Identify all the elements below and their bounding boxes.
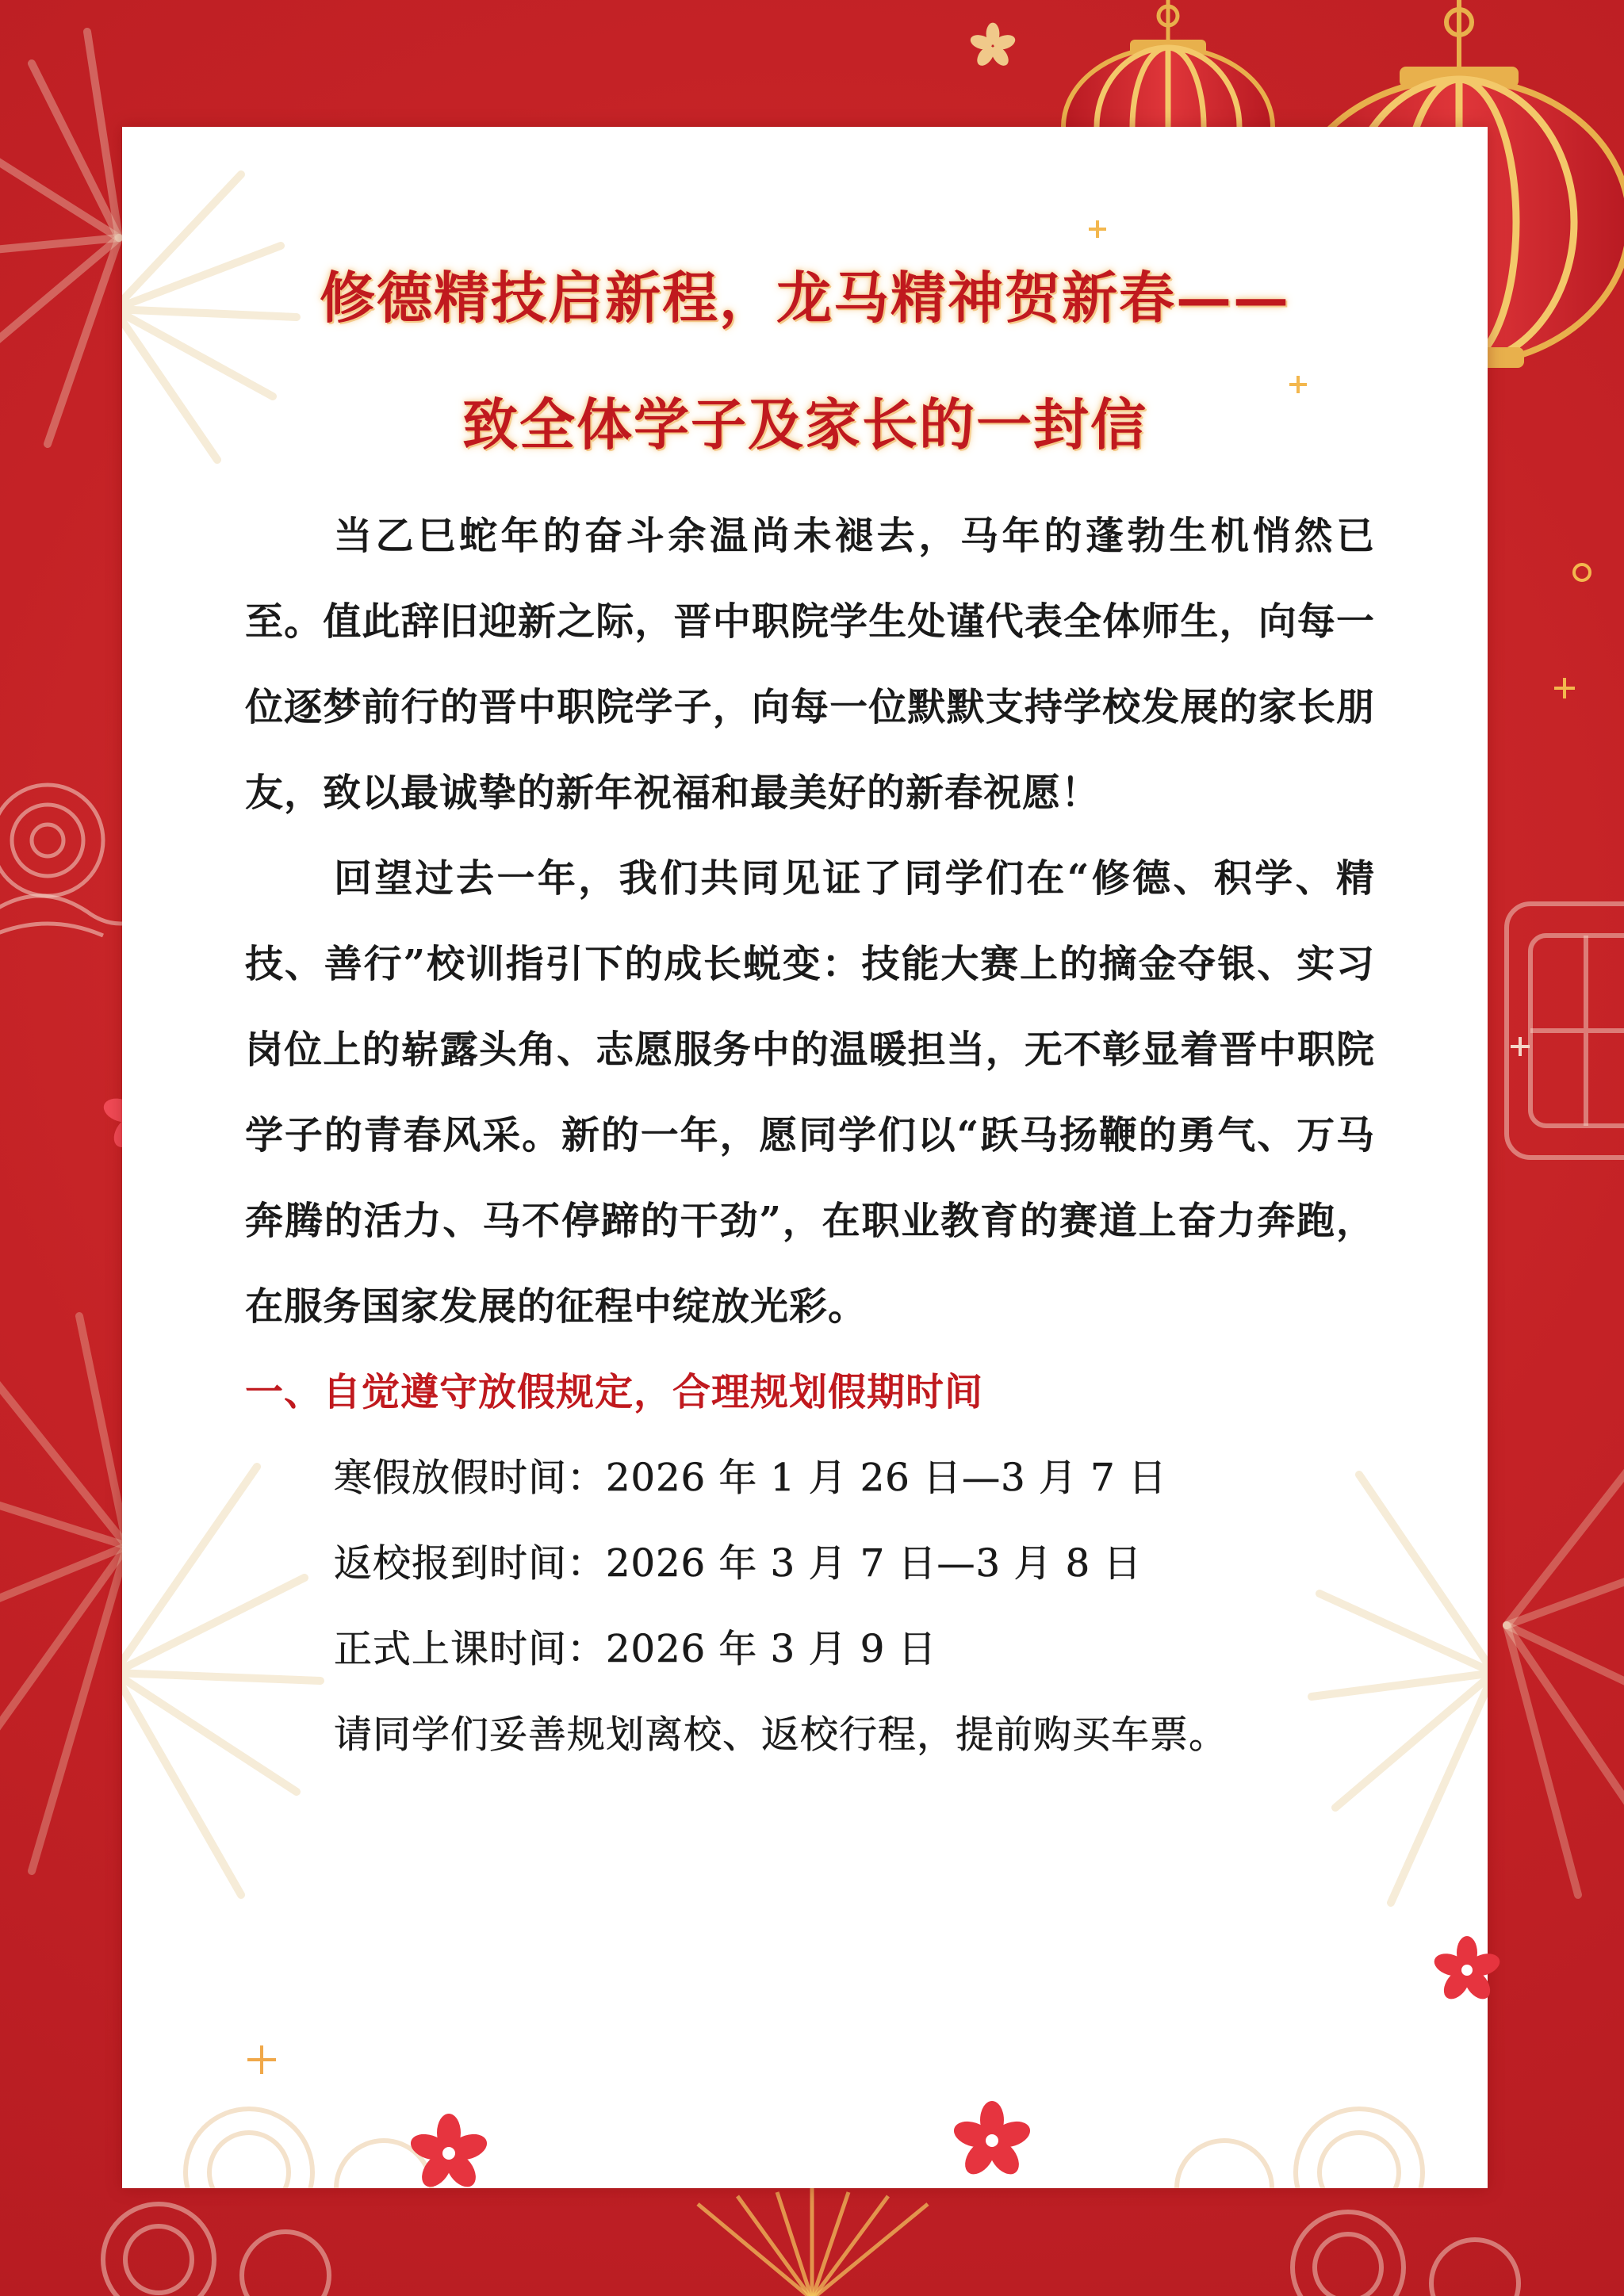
plum-blossom-icon bbox=[1431, 1934, 1503, 2006]
paragraph-review: 回望过去一年，我们共同见证了同学们在“修德、积学、精技、善行”校训指引下的成长蜕变：技能大赛上的摘金夺银、实习岗位上的崭露头角、志愿服务中的温暖担当，无不彰显着晋中职院学子的青春风采。新的一年，愿同学们以“跃马扬鞭的勇气、万马奔腾的活力、马不停蹄的干劲”，在职业教育的赛道上奋力奔跑，在服务国家发展的征程中绽放光彩。 bbox=[245, 856, 1375, 1329]
plum-blossom-icon bbox=[951, 2101, 1033, 2179]
list-item: 正式上课时间：2026 年 3 月 9 日 bbox=[334, 1627, 937, 1671]
section-heading: 一、自觉遵守放假规定，合理规划假期时间 bbox=[245, 1370, 984, 1414]
firework-burst-icon bbox=[0, 1316, 127, 1871]
letter-title-line2: 致全体学子及家长的一封信 bbox=[462, 392, 1147, 457]
firework-burst-icon bbox=[0, 32, 119, 444]
letter-paper bbox=[122, 127, 1488, 2188]
list-item: 请同学们妥善规划离校、返校行程，提前购买车票。 bbox=[334, 1712, 1228, 1757]
auspicious-cloud-icon bbox=[1507, 904, 1624, 1158]
plum-blossom-icon bbox=[408, 2114, 490, 2188]
firework-burst-icon bbox=[698, 2188, 928, 2296]
list-item: 返校报到时间：2026 年 3 月 7 日—3 月 8 日 bbox=[334, 1541, 1143, 1586]
firework-burst-icon bbox=[1507, 1443, 1624, 1895]
letter-body bbox=[245, 493, 1375, 1777]
paragraph-greeting: 当乙巳蛇年的奋斗余温尚未褪去，马年的蓬勃生机悄然已至。值此辞旧迎新之际，晋中职院学生处谨代表全体师生，向每一位逐梦前行的晋中职院学子，向每一位默默支持学校发展的家长朋友，致以最诚挚的新年祝福和最美好的新春祝愿！ bbox=[245, 514, 1375, 815]
letter-title-line1: 修德精技启新程，龙马精神贺新春—— bbox=[320, 265, 1290, 331]
sparkle-plus-icon bbox=[1511, 678, 1575, 1056]
list-item: 寒假放假时间：2026 年 1 月 26 日—3 月 7 日 bbox=[334, 1456, 1167, 1500]
plum-blossom-icon bbox=[968, 23, 1017, 69]
